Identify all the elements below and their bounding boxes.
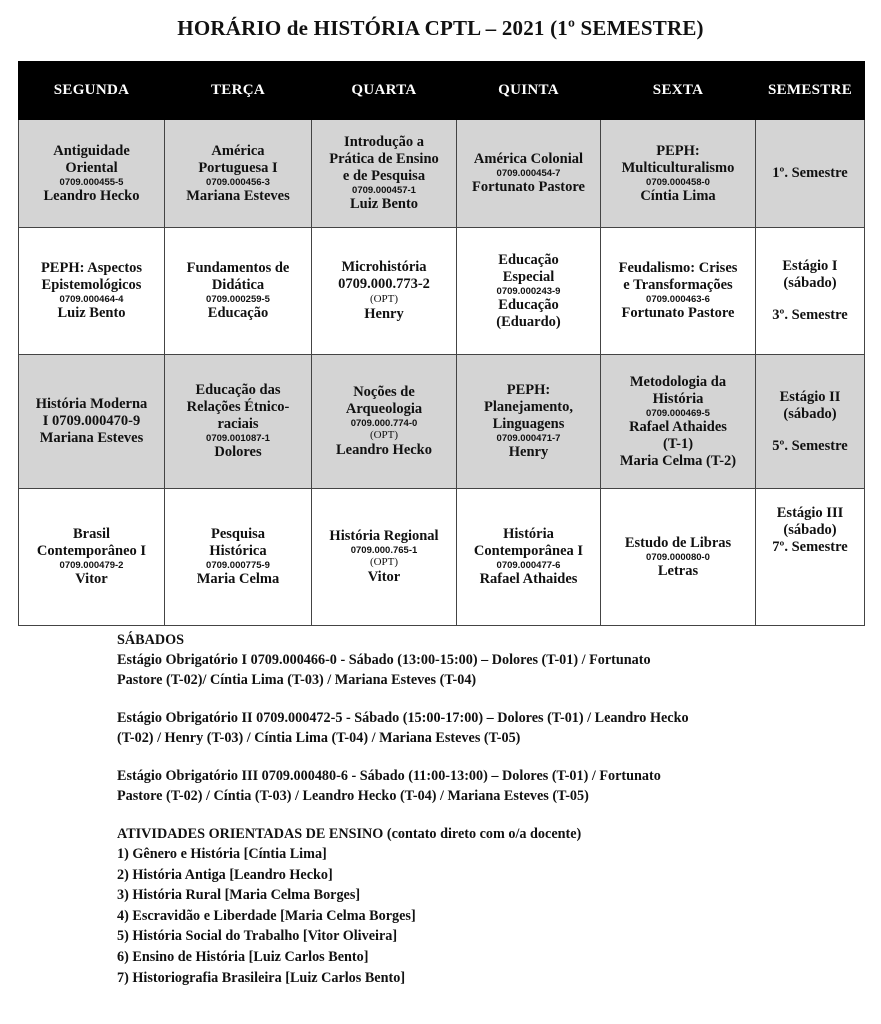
cell-line: Contemporânea I [473, 543, 584, 559]
course-code: 0709.000457-1 [352, 185, 416, 196]
cell-line: Microhistória [341, 259, 427, 275]
saturdays-heading: SÁBADOS [117, 632, 185, 648]
table-cell [457, 120, 601, 228]
notes-section [117, 630, 857, 988]
table-cell [312, 355, 457, 489]
course-code: 0709.000458-0 [646, 176, 710, 188]
teacher-name: Vitor [75, 571, 108, 587]
teacher-name: Leandro Hecko [43, 187, 140, 204]
teacher-name: Maria Celma (T-2) [619, 452, 737, 469]
teacher-name: Mariana Esteves [39, 430, 144, 446]
entry-line: Pastore (T-02)/ Cíntia Lima (T-03) / Mariana Esteves (T-04) [117, 672, 477, 688]
table-row [19, 489, 865, 626]
entry-line: Estágio Obrigatório II 0709.000472-5 - Sábado (15:00-17:00) – Dolores (T-01) / Leandro Hecko [117, 710, 689, 726]
entry-line: Estágio Obrigatório I 0709.000466-0 - Sábado (13:00-15:00) – Dolores (T-01) / Fortunato [117, 652, 651, 668]
course-code: 0709.000.774-0 [350, 418, 418, 429]
saturday-entry [117, 650, 857, 690]
course-code: 0709.000259-5 [206, 294, 270, 305]
cell-line: PEPH: [656, 142, 700, 159]
semester-cell [756, 355, 865, 489]
col-header-quinta: QUINTA [457, 62, 601, 120]
course-code: 0709.000479-2 [59, 560, 124, 571]
col-header-quarta: QUARTA [312, 62, 457, 120]
semester-label: 1º. Semestre [772, 165, 848, 181]
semester-label: (sábado) [783, 405, 837, 422]
class-group: (T-1) [662, 435, 694, 452]
cell-line: História Regional [329, 528, 439, 544]
teacher-name: Dolores [214, 444, 262, 460]
course-code: 0709.000469-5 [646, 407, 710, 419]
teacher-name: Maria Celma [196, 571, 280, 587]
cell-line: Oriental [65, 159, 118, 176]
table-cell [457, 355, 601, 489]
cell-line: Noções de [353, 384, 415, 400]
course-code: 0709.000080-0 [646, 551, 710, 563]
semester-label: 7º. Semestre [772, 539, 848, 555]
table-row [19, 355, 865, 489]
table-cell [165, 355, 312, 489]
semester-cell [756, 120, 865, 228]
cell-line: Pesquisa [211, 526, 265, 542]
course-code: 0709.000.773-2 [338, 276, 430, 292]
spacer [760, 423, 860, 438]
page-title: HORÁRIO de HISTÓRIA CPTL – 2021 (1º SEMESTRE) [177, 16, 704, 40]
table-cell [165, 489, 312, 626]
teacher-name: Fortunato Pastore [472, 179, 585, 195]
list-item: 5) História Social do Trabalho [Vitor Oliveira] [117, 928, 398, 945]
cell-line: América Colonial [473, 151, 584, 167]
course-code: 0709.000477-6 [496, 560, 561, 571]
list-item: 2) História Antiga [Leandro Hecko] [117, 866, 333, 883]
cell-line: Arqueologia [345, 401, 423, 417]
cell-line: Portuguesa I [198, 159, 278, 176]
cell-line: Epistemológicos [41, 277, 142, 293]
optional-tag: (OPT) [369, 293, 399, 305]
entry-line: (T-02) / Henry (T-03) / Cíntia Lima (T-04) / Mariana Esteves (T-05) [117, 730, 521, 746]
course-code: 0709.000775-9 [206, 560, 270, 571]
cell-line: PEPH: [506, 382, 551, 398]
saturday-entry [117, 708, 857, 748]
semester-cell [756, 228, 865, 355]
cell-line: Histórica [209, 543, 267, 559]
cell-line: Educação [498, 251, 559, 268]
teacher-name: Leandro Hecko [336, 442, 432, 458]
col-header-sexta: SEXTA [601, 62, 756, 120]
cell-line: Contemporâneo I [36, 543, 147, 559]
entry-line: Pastore (T-02) / Cíntia (T-03) / Leandro Hecko (T-04) / Mariana Esteves (T-05) [117, 788, 589, 804]
table-row [19, 228, 865, 355]
cell-line: raciais [217, 416, 259, 432]
optional-tag: (OPT) [369, 429, 399, 441]
cell-line: Relações Étnico- [186, 399, 290, 415]
cell-line: I 0709.000470-9 [42, 413, 141, 429]
teacher-name: Luiz Bento [349, 196, 419, 212]
table-cell [19, 355, 165, 489]
table-cell [601, 489, 756, 626]
table-cell [457, 228, 601, 355]
table-row [19, 120, 865, 228]
semester-label: 5º. Semestre [772, 437, 848, 454]
semester-label: (sábado) [783, 522, 837, 538]
teacher-name: Letras [657, 562, 699, 579]
col-header-terca: TERÇA [165, 62, 312, 120]
activities-list [117, 844, 857, 988]
teacher-name: Rafael Athaides [629, 418, 727, 435]
table-cell [312, 228, 457, 355]
semester-label: (sábado) [783, 275, 837, 291]
cell-line: e de Pesquisa [342, 168, 426, 184]
teacher-name: Luiz Bento [57, 305, 126, 321]
teacher-name: Henry [508, 444, 549, 460]
cell-line: Estudo de Libras [624, 534, 732, 551]
table-cell [165, 120, 312, 228]
table-cell [19, 120, 165, 228]
list-item: 3) História Rural [Maria Celma Borges] [117, 887, 361, 904]
course-code: 0709.000456-3 [206, 176, 270, 188]
col-header-semestre: SEMESTRE [756, 62, 865, 120]
semester-label: 3º. Semestre [772, 307, 848, 323]
activities-heading: ATIVIDADES ORIENTADAS DE ENSINO (contato direto com o/a docente) [117, 826, 582, 842]
cell-line: História Moderna [35, 396, 148, 412]
course-code: 0709.000464-4 [59, 294, 124, 305]
table-cell [601, 228, 756, 355]
table-cell [312, 489, 457, 626]
col-header-segunda: SEGUNDA [19, 62, 165, 120]
header-row [19, 62, 865, 120]
table-cell [457, 489, 601, 626]
teacher-name: Educação [498, 296, 559, 313]
cell-line: Educação das [195, 382, 281, 398]
saturday-entry [117, 766, 857, 806]
semester-label: Estágio II [779, 388, 841, 405]
teacher-name: Rafael Athaides [479, 571, 578, 587]
teacher-name: Henry [364, 306, 404, 322]
cell-line: PEPH: Aspectos [40, 260, 143, 276]
cell-line: Didática [211, 277, 265, 293]
spacer [760, 292, 860, 307]
teacher-name: Fortunato Pastore [621, 305, 735, 321]
course-code: 0709.000471-7 [496, 433, 561, 444]
teacher-name: Educação [207, 305, 269, 321]
semester-label: Estágio III [776, 505, 844, 521]
cell-line: Prática de Ensino [329, 151, 439, 167]
course-code: 0709.000463-6 [646, 294, 710, 305]
table-cell [165, 228, 312, 355]
semester-label: Estágio I [782, 258, 838, 274]
teacher-name: (Eduardo) [496, 313, 561, 330]
cell-line: Planejamento, [484, 399, 573, 415]
table-cell [601, 355, 756, 489]
optional-tag: (OPT) [369, 556, 399, 568]
teacher-name: Cíntia Lima [640, 187, 716, 204]
entry-line: Estágio Obrigatório III 0709.000480-6 - Sábado (11:00-13:00) – Dolores (T-01) / Fortunato [117, 768, 661, 784]
table-cell [19, 228, 165, 355]
cell-line: Especial [502, 268, 555, 285]
teacher-name: Vitor [367, 569, 401, 585]
table-cell [601, 120, 756, 228]
cell-line: e Transformações [623, 277, 733, 293]
list-item: 6) Ensino de História [Luiz Carlos Bento] [117, 948, 369, 965]
table-cell [312, 120, 457, 228]
cell-line: História [652, 390, 704, 407]
course-code: 0709.000455-5 [59, 176, 124, 188]
semester-cell [756, 489, 865, 626]
schedule-table [18, 61, 865, 626]
cell-line: Antiguidade [53, 142, 130, 159]
cell-line: Introdução a [344, 134, 424, 150]
list-item: 4) Escravidão e Liberdade [Maria Celma Borges] [117, 907, 416, 924]
cell-line: Metodologia da [629, 373, 727, 390]
cell-line: Brasil [72, 526, 111, 542]
course-code: 0709.000243-9 [496, 285, 561, 297]
list-item: 1) Gênero e História [Cíntia Lima] [117, 846, 327, 862]
course-code: 0709.000454-7 [496, 168, 561, 179]
cell-line: Feudalismo: Crises [618, 260, 738, 276]
course-code: 0709.000.765-1 [350, 545, 418, 556]
cell-line: Linguagens [492, 416, 565, 432]
course-code: 0709.001087-1 [206, 433, 270, 444]
cell-line: América [211, 142, 265, 159]
list-item: 7) Historiografia Brasileira [Luiz Carlos Bento] [117, 969, 406, 986]
cell-line: Multiculturalismo [621, 159, 735, 176]
teacher-name: Mariana Esteves [186, 187, 290, 204]
cell-line: Fundamentos de [186, 260, 290, 276]
cell-line: História [503, 526, 554, 542]
table-cell [19, 489, 165, 626]
